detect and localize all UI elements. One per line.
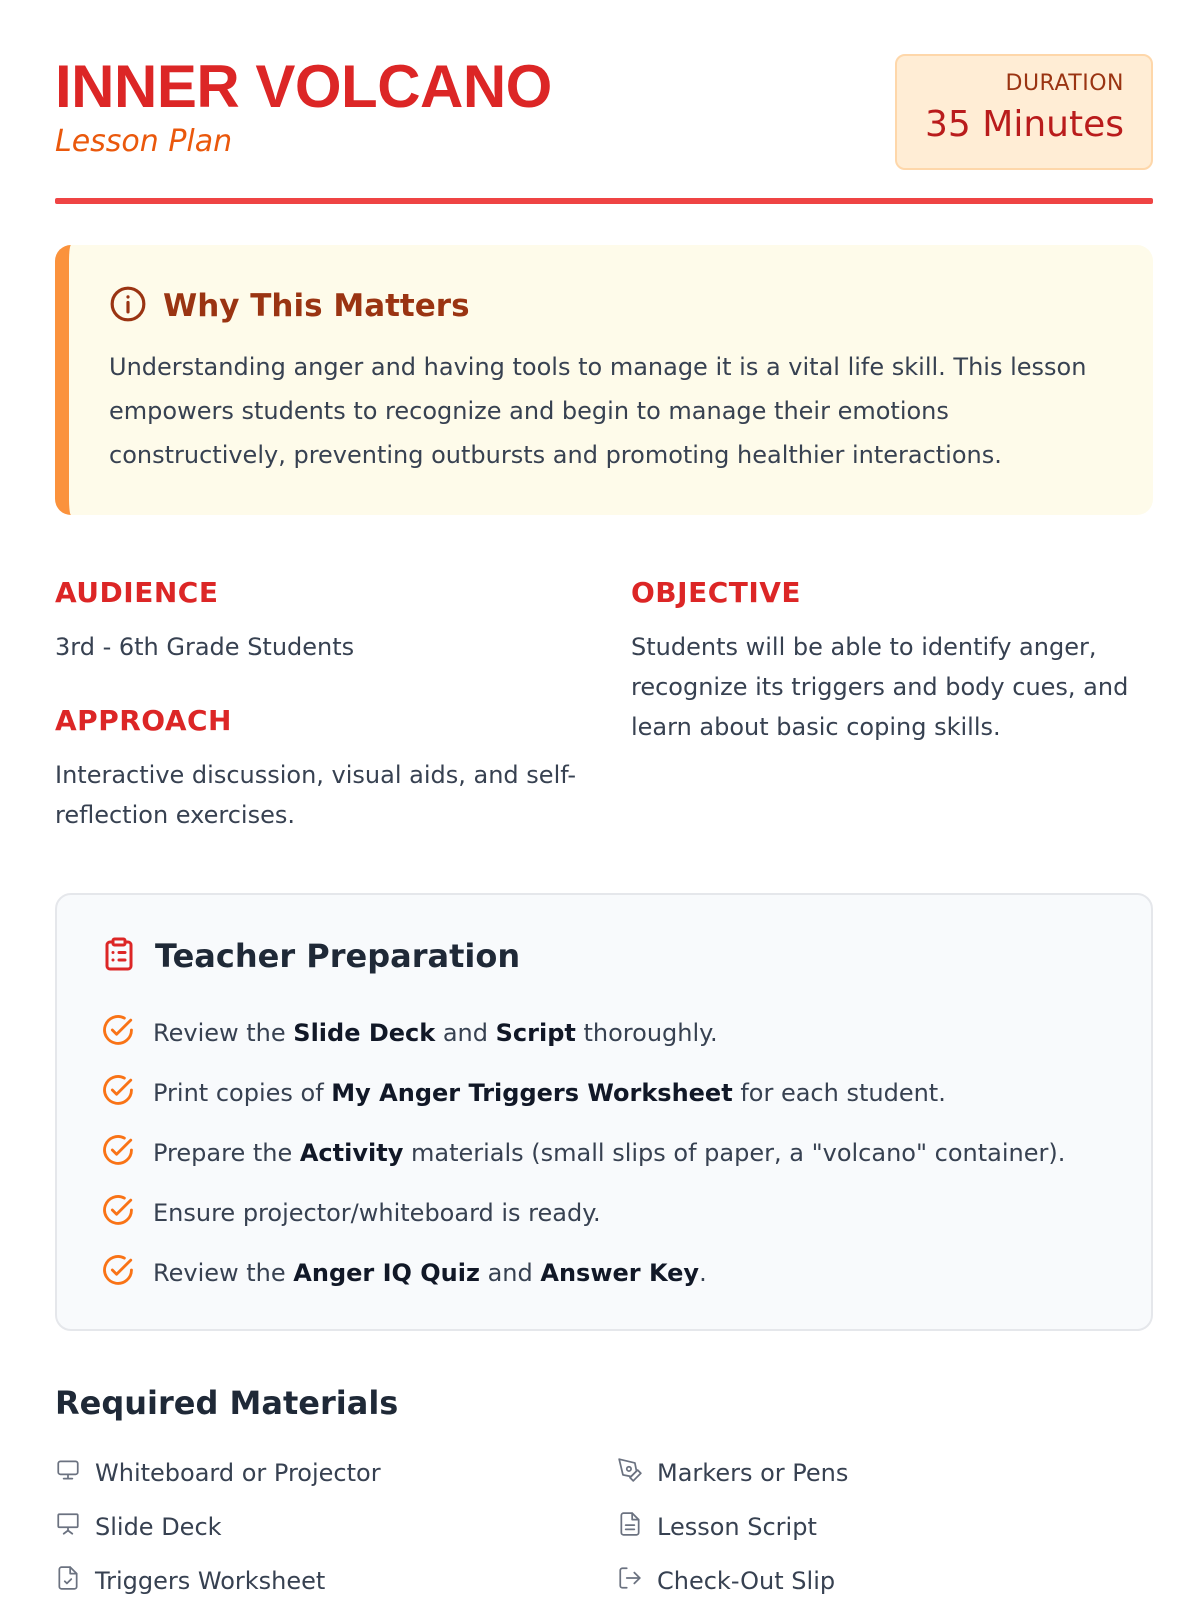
check-circle-icon <box>101 1013 153 1053</box>
prep-item <box>101 1243 1111 1303</box>
file-text-icon <box>617 1511 657 1543</box>
log-out-icon <box>617 1565 657 1597</box>
why-text: Understanding anger and having tools to manage it is a vital life skill. This lesson empowers students to recognize and begin to manage their emotions constructively, preventing outbursts and promoting healthier interactions. <box>109 353 1087 469</box>
check-circle-icon <box>101 1073 153 1113</box>
materials-title: Required Materials <box>55 1384 399 1422</box>
check-circle-icon <box>101 1133 153 1173</box>
prep-item <box>101 1003 1111 1063</box>
approach-heading: APPROACH <box>55 704 232 737</box>
duration-label: DURATION <box>1005 71 1124 96</box>
presentation-icon <box>55 1511 95 1543</box>
material-item <box>617 1455 1153 1491</box>
required-materials <box>55 1383 1153 1599</box>
material-label: Triggers Worksheet <box>95 1567 326 1595</box>
prep-title: Teacher Preparation <box>155 937 521 975</box>
info-icon <box>109 285 163 327</box>
monitor-icon <box>55 1457 95 1489</box>
material-label: Lesson Script <box>657 1513 817 1541</box>
approach-text: Interactive discussion, visual aids, and self-reflection exercises. <box>55 761 577 829</box>
teacher-preparation-card <box>55 893 1153 1331</box>
prep-item-text: Review the Slide Deck and Script thoroughly. <box>153 1019 718 1047</box>
material-item <box>617 1563 1153 1599</box>
prep-item-text: Review the Anger IQ Quiz and Answer Key. <box>153 1259 707 1287</box>
material-item <box>55 1563 617 1599</box>
materials-grid <box>55 1455 1153 1599</box>
check-circle-icon <box>101 1193 153 1233</box>
prep-item <box>101 1063 1111 1123</box>
header-divider <box>55 198 1153 204</box>
duration-badge <box>895 54 1153 170</box>
why-title: Why This Matters <box>163 288 470 324</box>
check-circle-icon <box>101 1253 153 1293</box>
objective-heading: OBJECTIVE <box>631 576 802 609</box>
material-label: Slide Deck <box>95 1513 222 1541</box>
audience-text: 3rd - 6th Grade Students <box>55 633 355 661</box>
prep-item-text: Print copies of My Anger Triggers Worksheet for each student. <box>153 1079 946 1107</box>
page-title: INNER VOLCANO <box>55 53 552 120</box>
page-subtitle: Lesson Plan <box>55 124 233 159</box>
info-right-column <box>631 575 1153 747</box>
audience-heading: AUDIENCE <box>55 576 219 609</box>
prep-item <box>101 1183 1111 1243</box>
material-item <box>55 1509 617 1545</box>
pen-tool-icon <box>617 1457 657 1489</box>
why-this-matters-callout <box>55 245 1153 515</box>
material-label: Whiteboard or Projector <box>95 1459 381 1487</box>
prep-item-text: Prepare the Activity materials (small slips of paper, a "volcano" container). <box>153 1139 1066 1167</box>
lesson-header <box>55 52 1153 204</box>
material-label: Check-Out Slip <box>657 1567 836 1595</box>
material-item <box>55 1455 617 1491</box>
prep-checklist <box>101 1003 1111 1303</box>
prep-item-text: Ensure projector/whiteboard is ready. <box>153 1199 601 1227</box>
info-left-column <box>55 575 585 835</box>
material-label: Markers or Pens <box>657 1459 849 1487</box>
duration-value: 35 Minutes <box>925 104 1124 145</box>
objective-text: Students will be able to identify anger, recognize its triggers and body cues, and learn about basic coping skills. <box>631 633 1129 741</box>
material-item <box>617 1509 1153 1545</box>
prep-item <box>101 1123 1111 1183</box>
clipboard-list-icon <box>101 935 155 977</box>
file-check-icon <box>55 1565 95 1597</box>
